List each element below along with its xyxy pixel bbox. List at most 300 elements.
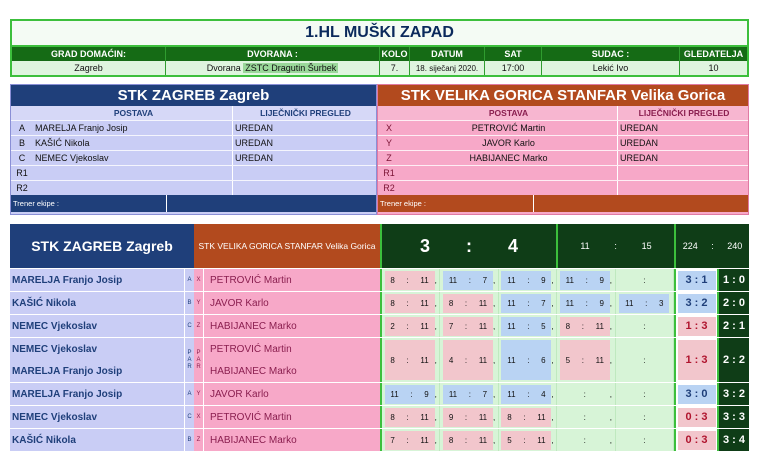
- away-player-name: JAVOR Karlo: [210, 297, 269, 309]
- home-player-code: C: [184, 406, 194, 428]
- match-row: [10, 428, 749, 451]
- set-away-points: 7: [482, 389, 488, 399]
- label-spectators: GLEDATELJA: [683, 49, 744, 59]
- set-sep: :: [583, 435, 586, 445]
- set-separator: ,: [551, 435, 554, 445]
- set-home-points: 8: [448, 298, 454, 308]
- set-score: [443, 385, 496, 404]
- set-home-points: 11: [448, 275, 458, 285]
- set-separator: ,: [492, 435, 496, 445]
- away-player: [204, 383, 380, 405]
- away-player-code: X: [194, 269, 204, 291]
- away-lineup-row: [378, 120, 748, 135]
- set-cell: [557, 406, 615, 428]
- medical-status: UREDAN: [235, 138, 274, 148]
- set-score: [560, 431, 613, 450]
- set-separator: ,: [609, 389, 613, 399]
- home-player: [10, 269, 184, 291]
- set-sep: :: [583, 412, 586, 422]
- set-away-points: 11: [595, 355, 604, 365]
- set-away-points: 11: [420, 435, 429, 445]
- home-lineup-row: [11, 150, 376, 165]
- set-sep: :: [643, 321, 646, 331]
- set-separator: ,: [551, 389, 554, 399]
- set-sep: :: [643, 389, 646, 399]
- away-trainer: [378, 195, 748, 212]
- set-separator: ,: [609, 435, 613, 445]
- home-player-code: P A R: [184, 338, 194, 382]
- set-score: [443, 294, 496, 313]
- set-scores: [380, 269, 674, 291]
- game-result-score: 0 : 3: [678, 431, 716, 450]
- away-lineup-row: [378, 165, 748, 180]
- set-sep: :: [643, 355, 646, 365]
- home-player: [10, 406, 184, 428]
- set-away-points: 11: [420, 412, 429, 422]
- medical-status: UREDAN: [620, 138, 659, 148]
- home-lineup-row: [11, 180, 376, 195]
- home-player: [10, 429, 184, 451]
- set-home-points: 8: [507, 412, 512, 422]
- home-lineup-row: [11, 165, 376, 180]
- set-separator: ,: [609, 298, 613, 308]
- set-separator: ,: [492, 321, 496, 331]
- set-home-points: 5: [507, 435, 512, 445]
- set-separator: ,: [492, 275, 496, 285]
- away-player-name: HABIJANEC Marko: [210, 365, 297, 377]
- player-code: C: [18, 153, 26, 163]
- player-code: A: [18, 123, 25, 133]
- set-separator: ,: [492, 298, 496, 308]
- match-row: [10, 314, 749, 337]
- set-home-points: 11: [507, 355, 516, 365]
- set-sep: :: [410, 389, 413, 399]
- away-player-name: PETROVIĆ Martin: [210, 343, 292, 355]
- home-player-name: MARELJA Franjo Josip: [12, 388, 123, 400]
- away-player: [204, 269, 380, 291]
- set-cell: [382, 269, 440, 291]
- label-referee: SUDAC :: [542, 47, 680, 61]
- set-sep: :: [468, 275, 472, 285]
- home-lineup-head: [11, 106, 376, 120]
- results-home-team: STK ZAGREB Zagreb: [10, 224, 194, 268]
- away-team-title: STK VELIKA GORICA STANFAR Velika Gorica: [378, 85, 748, 106]
- set-cell: [616, 406, 674, 428]
- set-scores: [380, 338, 674, 382]
- game-result-score: 3 : 2: [678, 294, 716, 313]
- away-player-name: HABIJANEC Marko: [210, 434, 297, 446]
- set-score: [560, 408, 613, 427]
- set-score: [385, 294, 435, 313]
- game-result: [674, 338, 717, 382]
- set-separator: ,: [551, 275, 554, 285]
- set-score: [443, 431, 496, 450]
- spectators-value: 10: [708, 63, 719, 73]
- set-away-points: 9: [599, 275, 604, 285]
- set-scores: [380, 429, 674, 451]
- home-player-name: KAŠIĆ Nikola: [12, 297, 76, 309]
- set-sep: :: [527, 389, 530, 399]
- set-sep: :: [464, 355, 468, 365]
- set-cell: [616, 315, 674, 337]
- set-cell: [499, 429, 557, 451]
- set-cell: [616, 338, 674, 382]
- set-sep: :: [527, 298, 530, 308]
- set-score: [385, 317, 435, 336]
- away-lineup-row: [378, 150, 748, 165]
- set-home-points: 11: [507, 298, 516, 308]
- set-score: [501, 271, 554, 290]
- set-away-points: 3: [659, 298, 664, 308]
- set-scores: [380, 383, 674, 405]
- player-code: R2: [16, 183, 28, 193]
- set-home-points: 9: [448, 412, 454, 422]
- set-score: [443, 340, 496, 380]
- home-lineup-row: [11, 135, 376, 150]
- player-name: HABIJANEC Marko: [400, 151, 618, 165]
- set-sep: :: [406, 412, 409, 422]
- sets-away: 15: [641, 241, 652, 251]
- home-player: [10, 292, 184, 314]
- set-sep: :: [643, 435, 646, 445]
- set-score: [501, 431, 554, 450]
- match-results: [10, 224, 749, 453]
- player-name: [33, 181, 233, 195]
- match-row: [10, 405, 749, 428]
- set-score: [501, 385, 554, 404]
- set-cell: [382, 383, 440, 405]
- label-date: DATUM: [410, 47, 485, 61]
- home-player: [10, 383, 184, 405]
- set-home-points: 7: [448, 321, 454, 331]
- hall-value: [166, 61, 380, 75]
- medical-status: UREDAN: [235, 123, 274, 133]
- set-separator: ,: [551, 298, 554, 308]
- running-total: 3 : 3: [717, 406, 749, 428]
- trainer-label: Trener ekipe :: [380, 199, 426, 208]
- away-player: [204, 315, 380, 337]
- set-home-points: 5: [565, 355, 571, 365]
- set-sep: :: [468, 389, 472, 399]
- game-result: [674, 383, 717, 405]
- set-cell: [440, 383, 498, 405]
- set-away-points: 11: [478, 412, 488, 422]
- home-col-medical: LIJEČNIČKI PREGLED: [260, 108, 351, 118]
- game-result: [674, 406, 717, 428]
- set-sep: :: [464, 321, 468, 331]
- set-home-points: 2: [390, 321, 395, 331]
- home-player-name: MARELJA Franjo Josip: [12, 365, 123, 377]
- home-player-code: B: [184, 429, 194, 451]
- set-sep: :: [406, 298, 409, 308]
- set-score: [385, 271, 435, 290]
- label-city: GRAD DOMAĆIN:: [12, 47, 166, 61]
- set-score: [560, 294, 613, 313]
- set-cell: [382, 338, 440, 382]
- medical-status: [233, 166, 376, 180]
- away-player-name: JAVOR Karlo: [210, 388, 269, 400]
- results-rows: [10, 268, 749, 451]
- set-away-points: 9: [424, 389, 429, 399]
- set-score: [385, 408, 435, 427]
- set-home-points: 11: [507, 275, 516, 285]
- medical-status: [233, 181, 376, 195]
- score-sep: :: [465, 235, 472, 256]
- player-name: MARELJA Franjo Josip: [33, 121, 233, 135]
- sets-sep: :: [614, 241, 617, 251]
- set-score: [501, 340, 554, 380]
- set-sep: :: [527, 275, 530, 285]
- set-separator: ,: [434, 412, 437, 422]
- label-time: SAT: [485, 47, 542, 61]
- set-score: [619, 408, 669, 427]
- player-name: [400, 166, 618, 180]
- away-player: [204, 406, 380, 428]
- home-team-title: STK ZAGREB Zagreb: [11, 85, 376, 106]
- set-home-points: 11: [390, 389, 399, 399]
- away-player-code: Z: [194, 429, 204, 451]
- results-head: [10, 224, 749, 268]
- set-cell: [557, 269, 615, 291]
- home-player-name: KAŠIĆ Nikola: [12, 434, 76, 446]
- set-away-points: 11: [420, 355, 429, 365]
- trainer-label: Trener ekipe :: [13, 199, 59, 208]
- home-lineup-row: [11, 120, 376, 135]
- away-lineup-row: [378, 135, 748, 150]
- medical-status: UREDAN: [620, 123, 659, 133]
- home-player-code: A: [184, 269, 194, 291]
- total-points: [674, 224, 749, 268]
- away-lineup-head: [378, 106, 748, 120]
- running-total: 1 : 0: [717, 269, 749, 291]
- running-total: 2 : 1: [717, 315, 749, 337]
- set-score: [619, 385, 669, 404]
- running-total: 3 : 2: [717, 383, 749, 405]
- set-home-points: 8: [390, 412, 395, 422]
- city-value: Zagreb: [12, 61, 166, 75]
- set-cell: [499, 292, 557, 314]
- set-away-points: 4: [541, 389, 546, 399]
- set-cell: [557, 429, 615, 451]
- medical-status: [618, 166, 748, 180]
- set-away-points: 5: [541, 321, 546, 331]
- set-score: [443, 317, 496, 336]
- away-player-name: PETROVIĆ Martin: [210, 274, 292, 286]
- set-away-points: 11: [478, 355, 488, 365]
- player-name: JAVOR Karlo: [400, 136, 618, 150]
- set-away-points: 11: [537, 412, 546, 422]
- set-sep: :: [643, 275, 646, 285]
- set-cell: [499, 269, 557, 291]
- set-separator: ,: [434, 355, 437, 365]
- set-score: [619, 271, 669, 290]
- player-name: KAŠIĆ Nikola: [33, 136, 233, 150]
- label-round: KOLO: [380, 47, 410, 61]
- set-separator: ,: [434, 275, 437, 285]
- player-name: [33, 166, 233, 180]
- set-sep: :: [643, 412, 646, 422]
- set-away-points: 9: [541, 275, 546, 285]
- set-sep: :: [406, 275, 409, 285]
- match-row: [10, 291, 749, 314]
- set-score: [385, 385, 435, 404]
- set-home-points: 11: [507, 389, 516, 399]
- medical-status: UREDAN: [235, 153, 274, 163]
- match-header: [10, 19, 749, 77]
- set-separator: ,: [551, 355, 554, 365]
- game-result: [674, 429, 717, 451]
- set-home-points: 7: [390, 435, 395, 445]
- home-player-name: NEMEC Vjekoslav: [12, 343, 98, 355]
- away-col-medical: LIJEČNIČKI PREGLED: [638, 108, 730, 118]
- trainer-value: [533, 195, 748, 212]
- set-home-points: 11: [625, 298, 634, 308]
- set-cell: [382, 315, 440, 337]
- set-sep: :: [464, 412, 468, 422]
- set-away-points: 11: [478, 321, 488, 331]
- set-home-points: 11: [565, 298, 574, 308]
- points-home: 224: [682, 241, 698, 251]
- set-separator: ,: [434, 321, 437, 331]
- away-player-code: X: [194, 406, 204, 428]
- set-scores: [380, 315, 674, 337]
- referee-value: Lekić Ivo: [542, 61, 680, 75]
- game-result: [674, 315, 717, 337]
- player-name: [400, 181, 618, 195]
- date-value: 18. siječanj 2020.: [410, 61, 485, 75]
- home-trainer: [11, 195, 376, 212]
- set-home-points: 11: [448, 389, 458, 399]
- time-value: 17:00: [485, 61, 542, 75]
- set-separator: ,: [492, 412, 496, 422]
- away-player-name: HABIJANEC Marko: [210, 320, 297, 332]
- set-sep: :: [406, 321, 409, 331]
- set-cell: [440, 315, 498, 337]
- player-name: NEMEC Vjekoslav: [33, 151, 233, 165]
- points-sep: :: [711, 241, 714, 251]
- set-away-points: 11: [420, 275, 429, 285]
- away-player-code: P A R: [194, 338, 204, 382]
- set-score: [619, 340, 669, 380]
- home-player: [10, 315, 184, 337]
- set-sep: :: [581, 321, 584, 331]
- away-player: [204, 429, 380, 451]
- player-code: Y: [385, 138, 392, 148]
- player-code: R1: [16, 168, 28, 178]
- away-col-lineup: POSTAVA: [400, 106, 618, 120]
- set-sep: :: [583, 389, 586, 399]
- home-player-name: MARELJA Franjo Josip: [12, 274, 123, 286]
- set-sep: :: [406, 435, 409, 445]
- set-score: [501, 408, 554, 427]
- set-cell: [440, 429, 498, 451]
- set-score: [619, 294, 669, 313]
- set-separator: ,: [551, 321, 554, 331]
- set-score: [560, 385, 613, 404]
- set-separator: ,: [551, 412, 554, 422]
- game-result-score: 1 : 3: [678, 317, 716, 336]
- home-player: [10, 338, 184, 382]
- set-away-points: 11: [420, 298, 429, 308]
- header-labels: [12, 47, 747, 61]
- set-cell: [440, 338, 498, 382]
- home-col-lineup: POSTAVA: [33, 106, 233, 120]
- running-total: 2 : 0: [717, 292, 749, 314]
- set-cell: [499, 406, 557, 428]
- running-total: 2 : 2: [717, 338, 749, 382]
- set-sep: :: [527, 321, 530, 331]
- home-player-name: NEMEC Vjekoslav: [12, 411, 98, 423]
- set-score: [443, 271, 496, 290]
- set-cell: [616, 269, 674, 291]
- set-separator: ,: [609, 355, 613, 365]
- match-row: [10, 337, 749, 382]
- away-lineup: [377, 84, 749, 215]
- set-away-points: 11: [420, 321, 429, 331]
- running-total: 3 : 4: [717, 429, 749, 451]
- set-away-points: 6: [541, 355, 546, 365]
- home-player-code: A: [184, 383, 194, 405]
- set-scores: [380, 406, 674, 428]
- set-score: [501, 317, 554, 336]
- set-cell: [616, 292, 674, 314]
- set-sep: :: [523, 412, 526, 422]
- home-player-name: NEMEC Vjekoslav: [12, 320, 98, 332]
- header-values: [12, 61, 747, 75]
- set-sep: :: [581, 355, 584, 365]
- hall-prefix: Dvorana: [206, 63, 241, 73]
- set-cell: [382, 292, 440, 314]
- score-home: 3: [419, 235, 430, 256]
- results-away-team: STK VELIKA GORICA STANFAR Velika Gorica: [194, 224, 380, 268]
- away-lineup-row: [378, 180, 748, 195]
- set-home-points: 8: [390, 275, 395, 285]
- set-away-points: 11: [478, 298, 488, 308]
- set-score: [560, 317, 613, 336]
- set-score: [560, 271, 613, 290]
- set-separator: ,: [609, 412, 613, 422]
- set-sep: :: [464, 435, 468, 445]
- set-home-points: 8: [565, 321, 571, 331]
- trainer-value: [166, 195, 376, 212]
- set-score: [501, 294, 554, 313]
- hall-name: ZSTC Dragutin Šurbek: [245, 63, 337, 73]
- set-home-points: 11: [565, 275, 574, 285]
- set-score: [385, 340, 435, 380]
- away-player: [204, 338, 380, 382]
- total-score: [380, 224, 556, 268]
- set-home-points: 4: [448, 355, 454, 365]
- set-sep: :: [585, 298, 588, 308]
- set-away-points: 9: [599, 298, 604, 308]
- set-sep: :: [464, 298, 468, 308]
- set-score: [619, 431, 669, 450]
- total-sets: [556, 224, 674, 268]
- set-cell: [440, 292, 498, 314]
- player-name: PETROVIĆ Martin: [400, 121, 618, 135]
- home-player-code: C: [184, 315, 194, 337]
- game-result-score: 3 : 0: [678, 385, 716, 404]
- set-cell: [382, 406, 440, 428]
- away-player-code: Y: [194, 292, 204, 314]
- away-player: [204, 292, 380, 314]
- set-score: [385, 431, 435, 450]
- player-code: R2: [383, 183, 395, 193]
- set-cell: [382, 429, 440, 451]
- match-row: [10, 382, 749, 405]
- score-away: 4: [507, 235, 518, 256]
- set-separator: ,: [434, 435, 437, 445]
